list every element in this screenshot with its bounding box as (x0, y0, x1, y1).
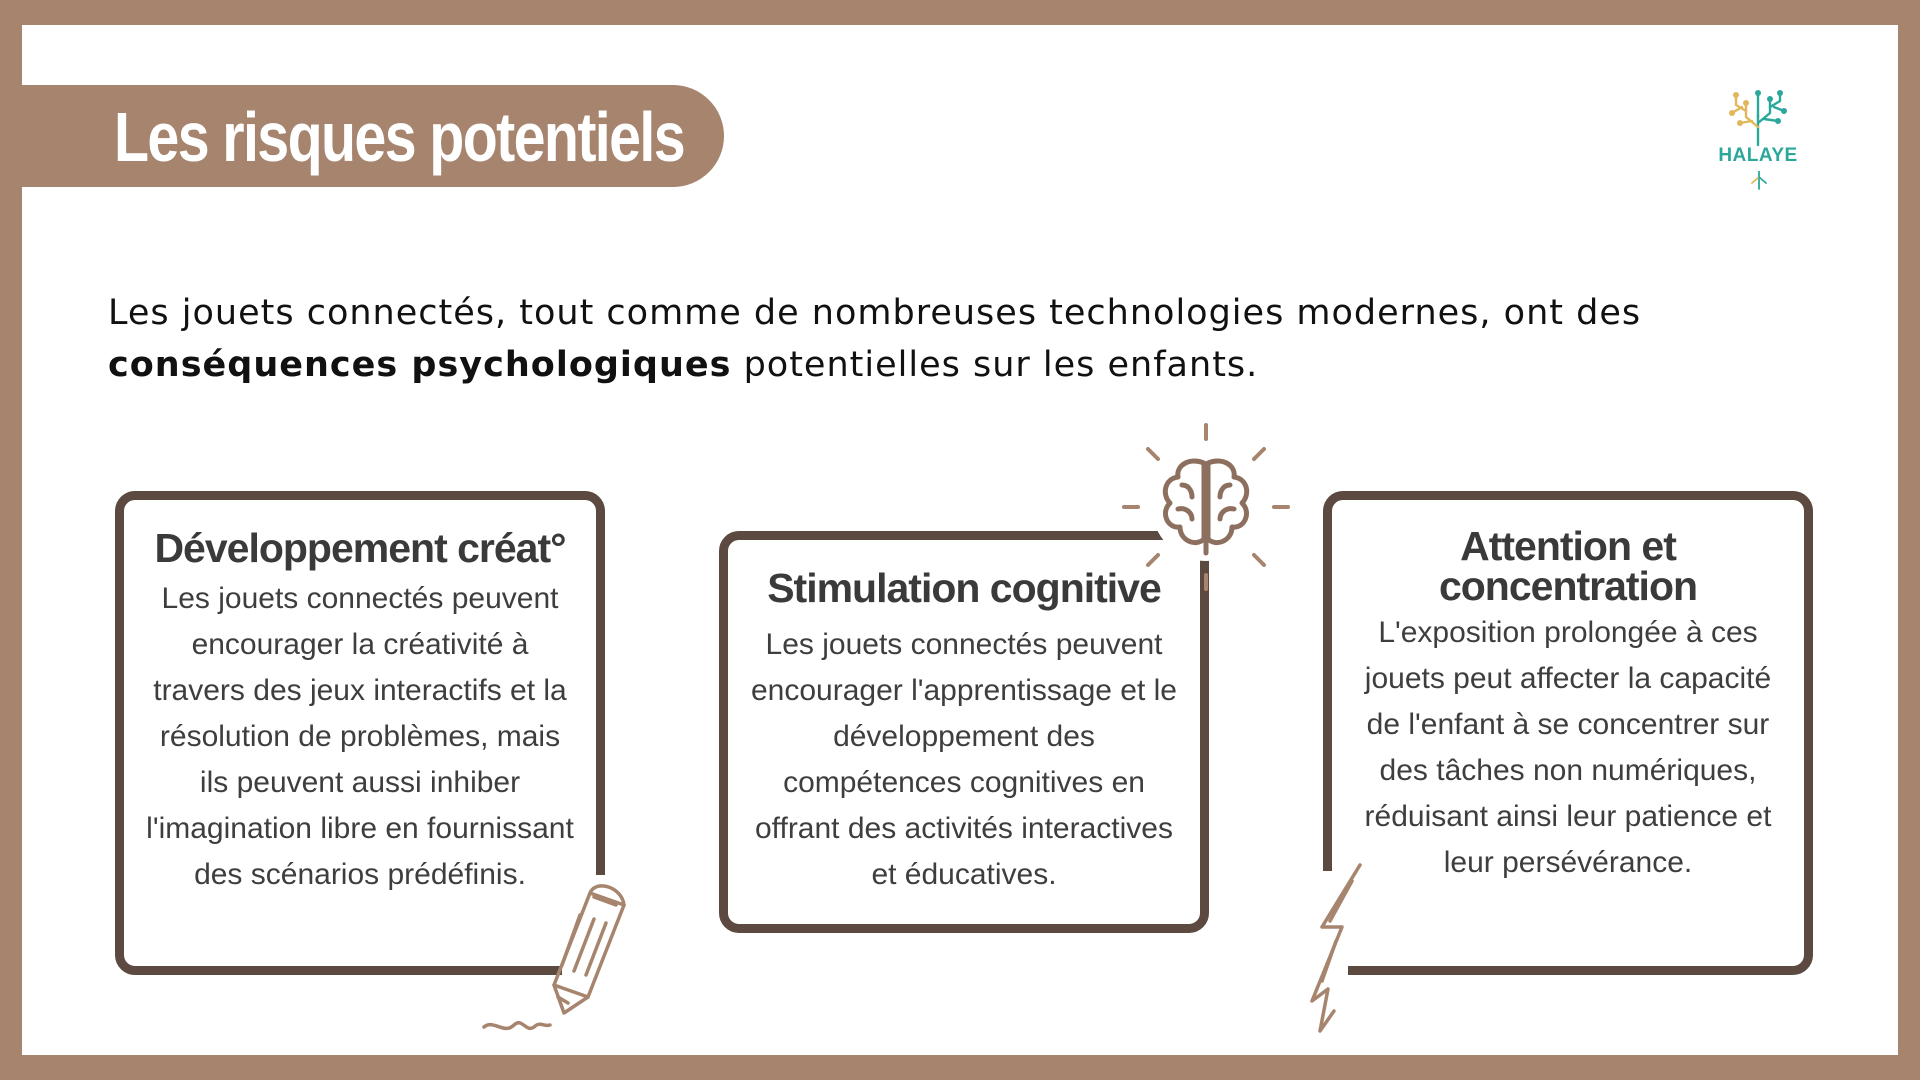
root-icon (1748, 171, 1770, 191)
intro-text-bold: conséquences psychologiques (108, 345, 732, 385)
slide-frame (22, 25, 1898, 1055)
halaye-logo (1712, 87, 1804, 197)
logo-text: HALAYE (1718, 145, 1798, 166)
card-text: Les jouets connectés peuvent encourager la créativité à travers des jeux interactifs et la résolution de problèmes, mais ils peuvent aussi inhiber l'imagination libre en fournissant des scénarios prédéfinis. (146, 582, 574, 891)
card-title: Stimulation cognitive (767, 565, 1161, 611)
brain-icon (1120, 423, 1290, 593)
card-text: Les jouets connectés peuvent encourager l'apprentissage et le développement des compétences cognitives en offrant des activités interactives et éducatives. (750, 628, 1177, 891)
intro-paragraph (108, 287, 1828, 391)
pencil-icon (482, 875, 662, 1045)
page-title: Les risques potentiels (114, 98, 684, 176)
card-title: Attention et concentration (1438, 523, 1698, 609)
tree-logo-icon (1712, 87, 1804, 147)
card-text: L'exposition prolongée à ces jouets peut affecter la capacité de l'enfant à se concentrer sur des tâches non numériques, réduisant ainsi leur patience et leur persévérance. (1364, 616, 1772, 879)
card-title: Développement créat° (154, 525, 566, 571)
intro-text-start: Les jouets connectés, tout comme de nombreuses technologies modernes, ont des (108, 293, 1642, 333)
card-attention-concentration (1323, 491, 1813, 975)
lightning-icon (1308, 861, 1378, 1041)
intro-text-end: potentielles sur les enfants. (731, 345, 1259, 385)
title-banner (22, 85, 724, 187)
